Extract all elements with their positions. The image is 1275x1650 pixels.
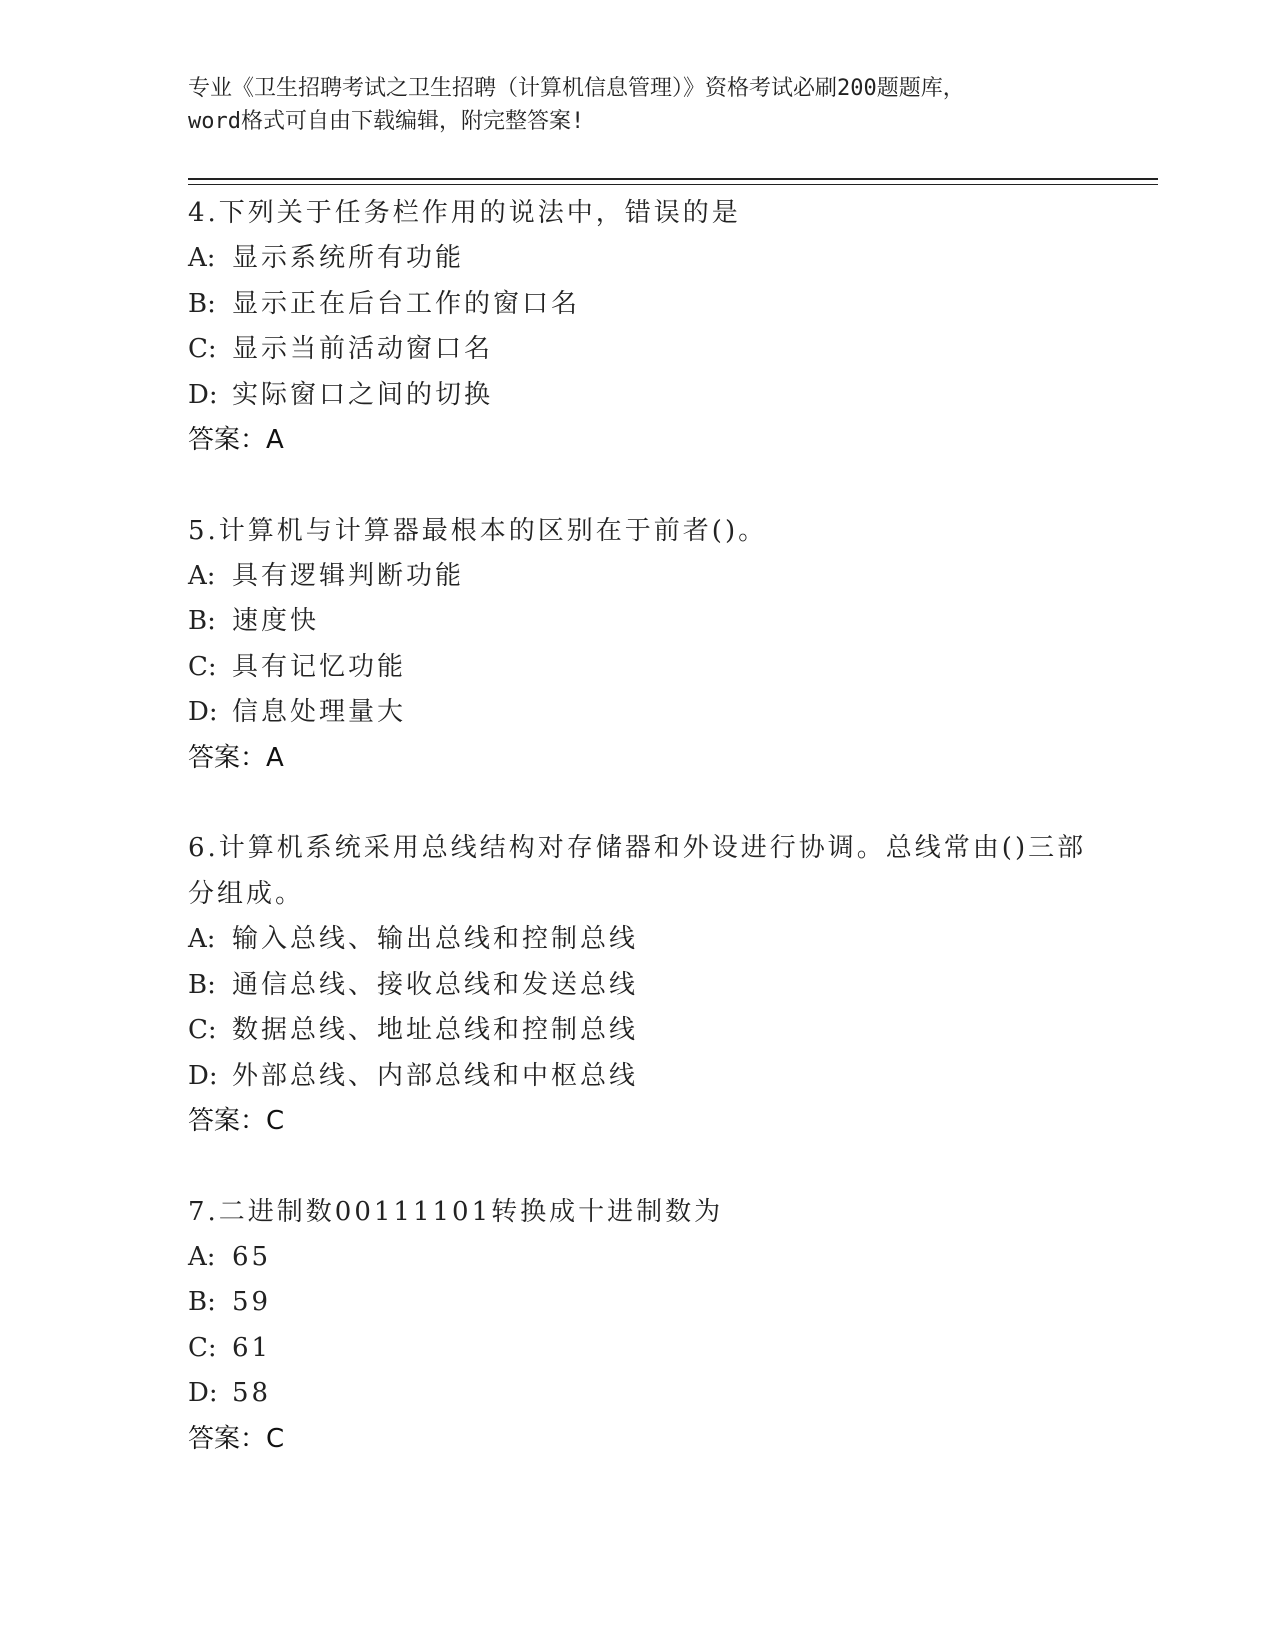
option-letter: D:: [188, 1378, 218, 1408]
option-a: [188, 1235, 1088, 1281]
option-letter: D:: [188, 1060, 218, 1091]
option-text: 显示正在后台工作的窗口名: [232, 288, 581, 319]
question-text: 5.计算机与计算器最根本的区别在于前者()。: [188, 515, 768, 546]
option-letter: D:: [188, 379, 218, 410]
option-letter: C:: [188, 334, 217, 364]
option-letter: A:: [188, 243, 216, 273]
option-text: 外部总线、内部总线和中枢总线: [232, 1060, 639, 1091]
option-text: 61: [232, 1332, 272, 1363]
option-letter: C:: [188, 1332, 217, 1363]
option-text: 具有逻辑判断功能: [232, 560, 465, 591]
option-a: [188, 917, 1088, 963]
option-letter: B:: [188, 288, 216, 319]
question-7: [188, 1189, 1088, 1463]
option-c: [188, 645, 1088, 691]
option-letter: A:: [188, 924, 216, 954]
question-list: [188, 190, 1088, 1506]
question-6: [188, 825, 1088, 1145]
option-letter: B:: [188, 1287, 216, 1317]
option-a: [188, 554, 1088, 600]
option-d: [188, 373, 1088, 419]
answer-line: 答案：A: [188, 425, 284, 455]
option-c: [188, 1008, 1088, 1054]
option-letter: B:: [188, 606, 216, 636]
option-text: 输入总线、输出总线和控制总线: [232, 924, 639, 954]
option-b: [188, 599, 1088, 645]
header-divider-thin: [188, 184, 1158, 185]
question-text: 4.下列关于任务栏作用的说法中，错误的是: [188, 198, 741, 228]
header-title-line-2: word格式可自由下载编辑，附完整答案!: [188, 109, 585, 134]
question-4: [188, 190, 1088, 464]
option-text: 信息处理量大: [232, 697, 407, 727]
option-text: 通信总线、接收总线和发送总线: [232, 969, 639, 1000]
answer-line: 答案：C: [188, 1106, 285, 1136]
option-b: [188, 282, 1088, 328]
option-d: [188, 1371, 1088, 1417]
option-b: [188, 1280, 1088, 1326]
option-text: 65: [232, 1241, 272, 1272]
option-letter: A:: [188, 1241, 216, 1272]
option-letter: B:: [188, 969, 216, 1000]
question-text: 7.二进制数00111101转换成十进制数为: [188, 1196, 724, 1227]
answer-line: 答案：C: [188, 1423, 285, 1454]
option-c: [188, 1326, 1088, 1372]
option-text: 数据总线、地址总线和控制总线: [232, 1015, 639, 1045]
question-5: [188, 508, 1088, 782]
option-letter: D:: [188, 697, 218, 727]
option-text: 具有记忆功能: [232, 651, 407, 682]
option-text: 实际窗口之间的切换: [232, 379, 494, 410]
option-a: [188, 236, 1088, 282]
option-d: [188, 690, 1088, 736]
option-d: [188, 1054, 1088, 1100]
option-letter: C:: [188, 1015, 217, 1045]
option-b: [188, 963, 1088, 1009]
document-header: [188, 72, 1088, 138]
option-text: 显示当前活动窗口名: [232, 334, 494, 364]
option-text: 58: [232, 1378, 272, 1408]
option-letter: C:: [188, 651, 217, 682]
question-text: 6.计算机系统采用总线结构对存储器和外设进行协调。总线常由()三部分组成。: [188, 833, 1087, 909]
option-text: 显示系统所有功能: [232, 243, 465, 273]
option-text: 速度快: [232, 606, 320, 636]
option-letter: A:: [188, 560, 216, 591]
option-text: 59: [232, 1287, 272, 1317]
header-title-line-1: 专业《卫生招聘考试之卫生招聘（计算机信息管理）》资格考试必刷200题题库，: [188, 76, 965, 101]
answer-line: 答案：A: [188, 742, 284, 773]
option-c: [188, 327, 1088, 373]
header-divider-thick: [188, 178, 1158, 180]
